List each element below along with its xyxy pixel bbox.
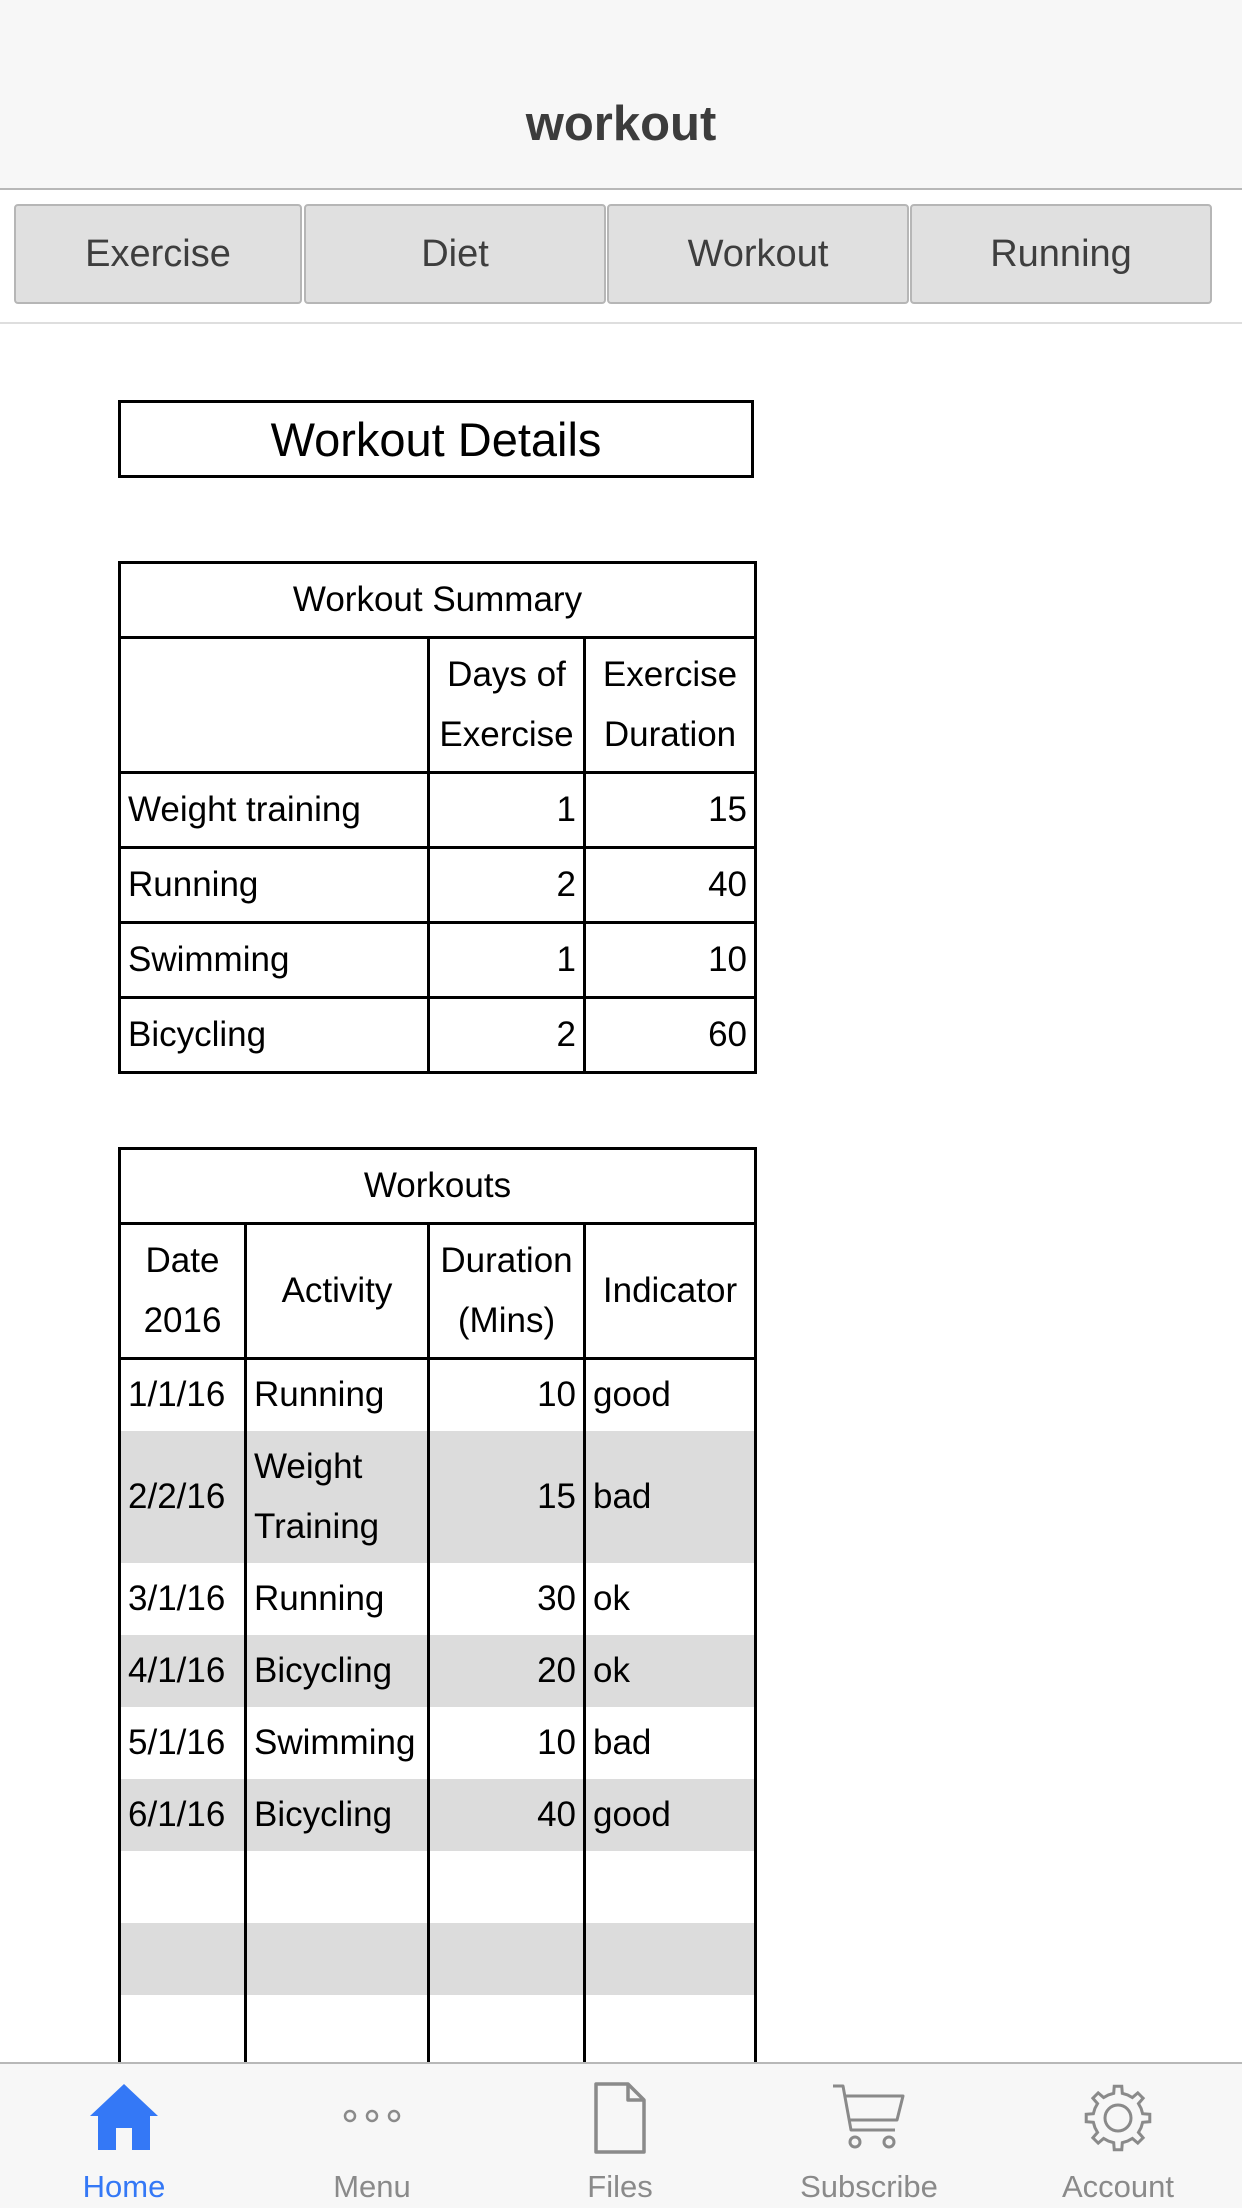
workout-duration-cell: 30: [429, 1563, 585, 1635]
workout-duration-cell: 15: [429, 1431, 585, 1563]
workout-date-cell: [120, 1995, 246, 2063]
home-icon: [88, 2080, 160, 2152]
workout-indicator-cell: ok: [585, 1563, 756, 1635]
summary-days-cell: 2: [429, 848, 585, 923]
tab-exercise[interactable]: Exercise: [14, 204, 302, 304]
tabbar-account[interactable]: [994, 2064, 1242, 2210]
tabbar-menu-label: Menu: [333, 2169, 411, 2204]
workouts-header-indicator: Indicator: [585, 1224, 756, 1359]
workout-details-heading: Workout Details: [118, 400, 754, 478]
tabbar-account-label: Account: [1061, 2169, 1174, 2204]
workout-duration-cell: 20: [429, 1635, 585, 1707]
summary-name-cell: Weight training: [120, 773, 429, 848]
workout-date-cell: [120, 1923, 246, 1995]
workout-indicator-cell: [585, 1851, 756, 1923]
table-row[interactable]: [120, 1707, 756, 1779]
cart-icon: [829, 2080, 909, 2156]
workout-date-cell: 4/1/16: [120, 1635, 246, 1707]
table-row[interactable]: [120, 1995, 756, 2063]
more-icon: [336, 2080, 408, 2152]
workout-date-cell: 3/1/16: [120, 1563, 246, 1635]
workout-indicator-cell: bad: [585, 1431, 756, 1563]
tabbar-home-label: Home: [82, 2169, 166, 2204]
workout-activity-cell: Swimming: [246, 1707, 429, 1779]
tabbar-subscribe[interactable]: [745, 2064, 993, 2210]
file-icon: [584, 2080, 656, 2156]
workouts-header-activity: Activity: [246, 1224, 429, 1359]
workout-date-cell: [120, 1851, 246, 1923]
workout-duration-cell: [429, 1995, 585, 2063]
summary-days-cell: 1: [429, 773, 585, 848]
navigation-bar: [0, 0, 1242, 190]
workouts-caption: Workouts: [120, 1149, 756, 1224]
summary-header-days: Days of Exercise: [429, 638, 585, 773]
summary-name-cell: Running: [120, 848, 429, 923]
gear-icon: [1080, 2080, 1156, 2156]
workout-indicator-cell: ok: [585, 1635, 756, 1707]
workout-activity-cell: [246, 1995, 429, 2063]
workout-indicator-cell: [585, 1923, 756, 1995]
summary-row: [120, 848, 756, 923]
summary-name-cell: Bicycling: [120, 998, 429, 1073]
summary-row: [120, 773, 756, 848]
tabbar-files-label: Files: [587, 2169, 653, 2204]
summary-caption: Workout Summary: [120, 563, 756, 638]
segment-tabs: [0, 190, 1242, 324]
summary-name-cell: Swimming: [120, 923, 429, 998]
table-row[interactable]: [120, 1851, 756, 1923]
content-area[interactable]: [0, 324, 1242, 2062]
tab-workout[interactable]: Workout: [607, 204, 909, 304]
table-row[interactable]: [120, 1359, 756, 1431]
workout-activity-cell: Weight Training: [246, 1431, 429, 1563]
tab-diet[interactable]: Diet: [304, 204, 606, 304]
table-row[interactable]: [120, 1563, 756, 1635]
tabbar-files[interactable]: [496, 2064, 744, 2210]
summary-header-duration: Exercise Duration: [585, 638, 756, 773]
workout-activity-cell: Running: [246, 1359, 429, 1431]
summary-duration-cell: 15: [585, 773, 756, 848]
workout-duration-cell: 10: [429, 1359, 585, 1431]
workouts-header-date: Date 2016: [120, 1224, 246, 1359]
table-row[interactable]: [120, 1431, 756, 1563]
workout-duration-cell: [429, 1923, 585, 1995]
workout-indicator-cell: bad: [585, 1707, 756, 1779]
workouts-header-duration: Duration (Mins): [429, 1224, 585, 1359]
workout-activity-cell: Running: [246, 1563, 429, 1635]
tabbar-home[interactable]: [0, 2064, 248, 2210]
workout-duration-cell: [429, 1851, 585, 1923]
workout-duration-cell: 40: [429, 1779, 585, 1851]
workout-activity-cell: [246, 1851, 429, 1923]
summary-row: [120, 998, 756, 1073]
summary-days-cell: 1: [429, 923, 585, 998]
tabbar-menu[interactable]: [248, 2064, 496, 2210]
workout-indicator-cell: [585, 1995, 756, 2063]
workout-summary-table: [118, 561, 757, 1074]
summary-duration-cell: 10: [585, 923, 756, 998]
workout-date-cell: 5/1/16: [120, 1707, 246, 1779]
workout-activity-cell: [246, 1923, 429, 1995]
summary-duration-cell: 60: [585, 998, 756, 1073]
workout-duration-cell: 10: [429, 1707, 585, 1779]
table-row[interactable]: [120, 1635, 756, 1707]
workout-date-cell: 2/2/16: [120, 1431, 246, 1563]
summary-days-cell: 2: [429, 998, 585, 1073]
workout-activity-cell: Bicycling: [246, 1635, 429, 1707]
tab-bar: [0, 2062, 1242, 2208]
workout-indicator-cell: good: [585, 1359, 756, 1431]
tab-running[interactable]: Running: [910, 204, 1212, 304]
workout-activity-cell: Bicycling: [246, 1779, 429, 1851]
table-row[interactable]: [120, 1923, 756, 1995]
workout-date-cell: 6/1/16: [120, 1779, 246, 1851]
tabbar-subscribe-label: Subscribe: [800, 2169, 938, 2204]
page-title: workout: [525, 97, 717, 151]
table-row[interactable]: [120, 1779, 756, 1851]
workouts-table: [118, 1147, 757, 2062]
summary-row: [120, 923, 756, 998]
workout-date-cell: 1/1/16: [120, 1359, 246, 1431]
workout-indicator-cell: good: [585, 1779, 756, 1851]
summary-duration-cell: 40: [585, 848, 756, 923]
summary-header-blank: [120, 638, 429, 773]
